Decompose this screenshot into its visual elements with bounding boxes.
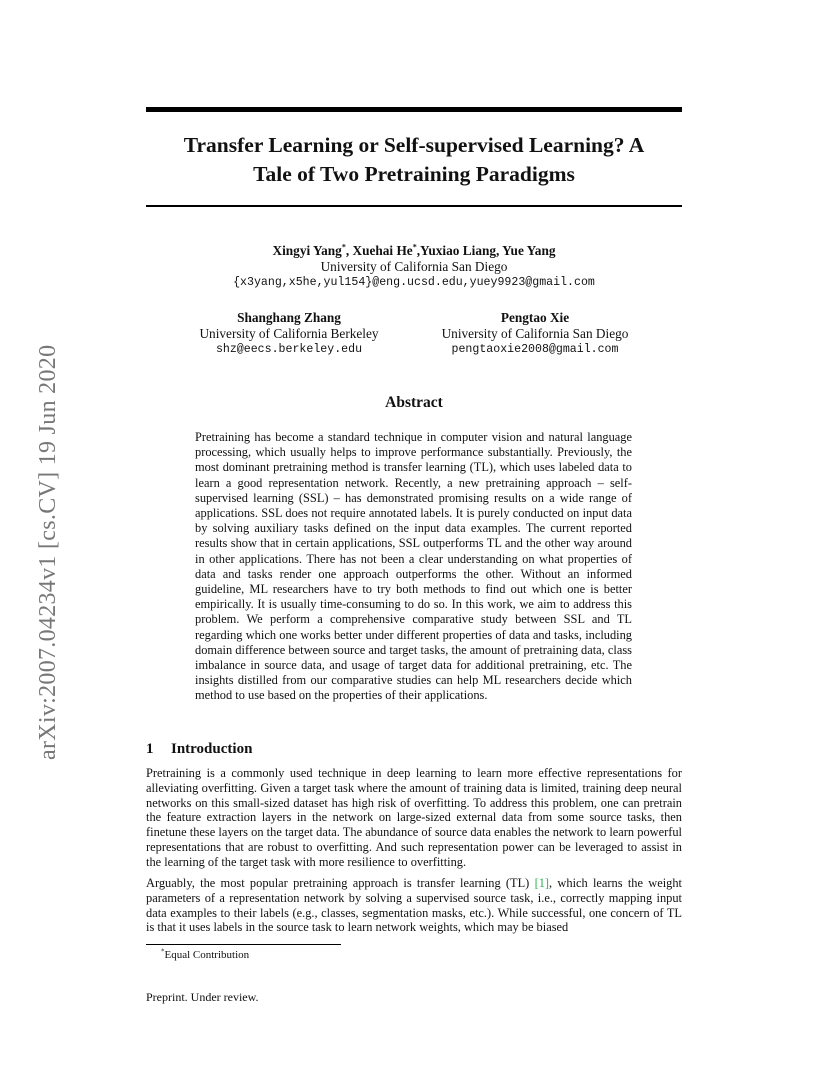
right-author-block	[430, 310, 640, 358]
paper-title	[146, 131, 682, 189]
right-author-name: Pengtao Xie	[500, 310, 570, 325]
para2-text-after: , which learns the weight parameters of a representation network by solving a supervised source task, i.e., correctly mapping input data examples to their labels (e.g., classes, segmentation masks, etc.). While successful, one concern of TL is that it uses labels in the source task to learn network weights, which may be biased	[146, 876, 682, 935]
left-author-affiliation: University of California Berkeley	[199, 326, 379, 341]
abstract-heading: Abstract	[385, 394, 443, 411]
title-line-1: Transfer Learning or Self-supervised Learning? A	[183, 133, 645, 157]
main-authors-block	[146, 243, 682, 291]
section-heading-introduction	[146, 741, 682, 758]
main-affiliation: University of California San Diego	[320, 259, 508, 274]
left-author-email: shz@eecs.berkeley.edu	[215, 343, 363, 356]
footnote	[161, 949, 249, 962]
left-author-block	[188, 310, 390, 358]
para2-text-before: Arguably, the most popular pretraining approach is transfer learning (TL)	[146, 876, 535, 890]
title-bottom-rule	[146, 205, 682, 207]
title-line-2: Tale of Two Pretraining Paradigms	[253, 162, 575, 186]
footnote-rule	[146, 944, 341, 945]
arxiv-stamp: arXiv:2007.04234v1 [cs.CV] 19 Jun 2020	[35, 344, 61, 760]
author-names-a: Xingyi Yang	[272, 243, 342, 258]
footnote-mark: *	[161, 947, 165, 956]
main-author-names	[146, 243, 682, 259]
main-emails: {x3yang,x5he,yul154}@eng.ucsd.edu,yuey9923@gmail.com	[233, 276, 595, 289]
intro-paragraph-1: Pretraining is a commonly used technique in deep learning to learn more effective representations for alleviating overfitting. Given a target task where the amount of training data is limited, training deep neural networks on this small-sized dataset has high risk of overfitting. To address this problem, one can pretrain the feature extraction layers in the network on large-sized external data from some source tasks, then finetune these layers on the target data. The abundance of source data enables the network to learn powerful representations that are robust to overfitting. And such representation power can be leveraged to assist in the learning of the target task with more resilience to overfitting.	[146, 766, 682, 869]
footnote-text: Equal Contribution	[164, 949, 250, 961]
author-names-c: ,Yuxiao Liang, Yue Yang	[416, 243, 556, 258]
right-author-affiliation: University of California San Diego	[441, 326, 629, 341]
abstract-text: Pretraining has become a standard technique in computer vision and natural language processing, which usually helps to improve performance substantially. Previously, the most dominant pretraining method is transfer learning (TL), which uses labeled data to learn a good representation network. Recently, a new pretraining approach – self-supervised learning (SSL) – has demonstrated promising results on a wide range of applications. SSL does not require annotated labels. It is purely conducted on input data by solving auxiliary tasks defined on the input data examples. The current reported results show that in certain applications, SSL outperforms TL and the other way around in other applications. There has not been a clear understanding on what properties of data and tasks render one approach outperforms the other. Without an informed guideline, ML researchers have to try both methods to find out which one is better empirically. It is usually time-consuming to do so. In this work, we aim to address this problem. We perform a comprehensive comparative study between SSL and TL regarding which one works better under different properties of data and tasks, including domain difference between source and target tasks, the amount of pretraining data, class imbalance in source data, and usage of target data for additional pretraining, etc. The insights distilled from our comparative studies can help ML researchers decide which method to use based on the properties of their applications.	[195, 430, 632, 703]
equal-contrib-mark-a: *	[341, 242, 346, 252]
section-title: Introduction	[171, 741, 253, 757]
preprint-note: Preprint. Under review.	[146, 990, 259, 1004]
right-author-email: pengtaoxie2008@gmail.com	[451, 343, 619, 356]
title-top-rule	[146, 107, 682, 112]
citation-link-1[interactable]: [1]	[534, 876, 550, 890]
section-number: 1	[146, 741, 154, 757]
left-author-name: Shanghang Zhang	[237, 310, 341, 325]
intro-paragraph-2	[146, 876, 682, 935]
author-names-b: , Xuehai He	[345, 243, 413, 258]
equal-contrib-mark-b: *	[412, 242, 417, 252]
